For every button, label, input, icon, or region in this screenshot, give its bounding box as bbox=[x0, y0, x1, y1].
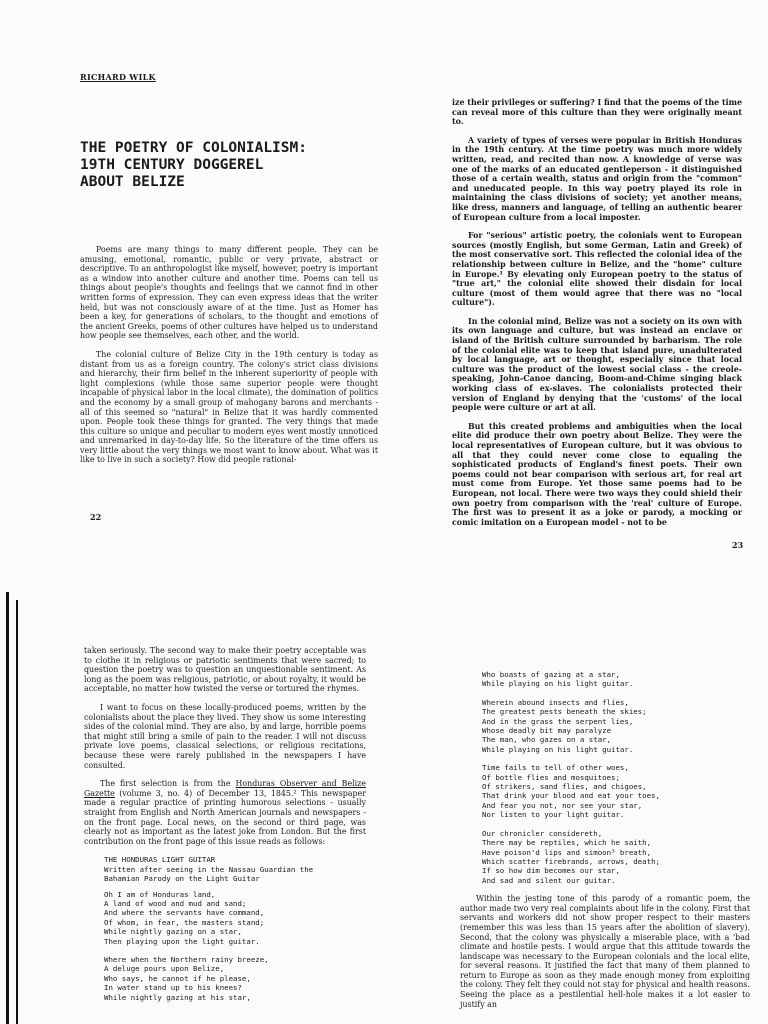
page-number: 22 bbox=[90, 512, 102, 522]
poem-stanza bbox=[482, 698, 750, 754]
author-name: RICHARD WILK bbox=[80, 72, 156, 82]
poem-line: While playing on his light guitar. bbox=[482, 744, 634, 754]
article-title bbox=[80, 140, 380, 191]
paragraph: ize their privileges or suffering? I find that the poems of the time can reveal more of this culture than they were originally meant to. bbox=[452, 98, 742, 127]
poem-line: Where when the Northern rainy breeze, bbox=[104, 954, 269, 964]
poem-line: Nor listen to your light guitar. bbox=[482, 810, 625, 820]
paragraph: Within the jesting tone of this parody of a romantic poem, the author made two very real complaints about life in the colony. First that servants and workers did not show proper respect to their masters (remember this was less than 15 years after the abolition of slavery). Second, that the colony was physically a miserable place, with a 'bad climate and hostile pests. I would argue that this attitude towards the landscape was necessary to the European colonials and the local elite, for several reasons. It justified the fact that many of them planned to return to Europe as soon as they made enough money from exploiting the colony. They felt they could not stay for physical and health reasons. Seeing the place as a pestilential hell-hole makes it a lot easier to justify an bbox=[460, 894, 750, 1009]
selection-rest: (volume 3, no. 4) of December 13, 1845.² This newspaper made a regular practice of printing humorous selections - usually straight from English and North American journals and newspapers - on the front page. Local news, on the second or third page, was clearly not as important as the latest joke from London. But the first contribution on the front page of this issue reads as follows: bbox=[84, 788, 366, 846]
poem-line: And fear you not, nor see your star, bbox=[482, 800, 643, 810]
poem-line: In water stand up to his knees? bbox=[104, 983, 242, 993]
title-line-1: THE POETRY OF COLONIALISM: bbox=[80, 140, 307, 156]
paragraph: I want to focus on these locally-produced poems, written by the colonialists about the place they lived. They show us some interesting sides of the colonial mind. They are also, by and large, horrible poems that might still bring a smile of pain to the reader. I will not discuss private love poems, classical selections, or religious recitations, because these were rarely published in the newspapers I have consulted. bbox=[84, 702, 366, 770]
bottom-right-body bbox=[460, 670, 750, 1018]
poem-line: The man, who gazes on a star, bbox=[482, 735, 612, 745]
binding-edge bbox=[6, 592, 9, 1024]
paragraph: For "serious" artistic poetry, the colonials went to European sources (mostly English, but some German, Latin and Greek) of the most conservative sort. This reflected the colonial idea of the relationship between culture in Belize, and the "home" culture in Europe.¹ By elevating only European poetry to the status of "true art," the colonial elite showed their disdain for local culture (most of them would agree that there was no "local culture"). bbox=[452, 231, 742, 308]
poem-line: While playing on his light guitar. bbox=[482, 679, 634, 689]
poem-heading-line: THE HONDURAS LIGHT GUITAR bbox=[104, 855, 216, 865]
poem-line: Who boasts of gazing at a star, bbox=[482, 670, 620, 679]
poem-line: Oh I am of Honduras land, bbox=[104, 889, 216, 899]
poem-stanza bbox=[104, 955, 366, 1002]
poem-line: Which scatter firebrands, arrows, death; bbox=[482, 856, 660, 866]
poem-line: Who says, he cannot if he please, bbox=[104, 973, 251, 983]
poem-stanza bbox=[482, 829, 750, 885]
poem-line: And sad and silent our guitar. bbox=[482, 875, 616, 885]
poem-continued bbox=[460, 670, 750, 885]
poem-line: If so how dim becomes our star, bbox=[482, 866, 620, 876]
poem-stanza bbox=[482, 763, 750, 819]
newspaper-name: Honduras Observer and Belize Gazette bbox=[84, 779, 366, 798]
page-number: 23 bbox=[732, 540, 744, 550]
title-line-2: 19TH CENTURY DOGGEREL bbox=[80, 157, 264, 173]
poem-heading bbox=[104, 855, 366, 883]
poem-line: A deluge pours upon Belize, bbox=[104, 964, 225, 974]
paragraph bbox=[84, 779, 366, 846]
poem-stanza bbox=[482, 670, 750, 689]
binding-edge bbox=[16, 600, 18, 1024]
poem-line: The greatest pests beneath the skies; bbox=[482, 707, 647, 717]
paragraph: taken seriously. The second way to make their poetry acceptable was to clothe it in religious or patriotic sentiments that were sacred; to question the poetry was to question an unquestionable sentiment. As long as the poem was religious, patriotic, or about royalty, it would be acceptable, no matter how twisted the verse or tortured the rhymes. bbox=[84, 646, 366, 694]
poem-line: And where the servants have command, bbox=[104, 908, 265, 918]
poem-line: Wherein abound insects and flies, bbox=[482, 697, 629, 707]
paragraph: But this created problems and ambiguities when the local elite did produce their own poetry about Belize. They were the local representatives of European culture, but it was obvious to all that they could never come close to equaling the sophisticated products of England's finest poets. Their own poems could not bear comparison with serious art, for real art must come from Europe. Yet those same poems had to be European, not local. There were two ways they could shield their own poetry from comparison with the 'real' culture of Europe. The first was to present it as a joke or parody, a mocking or comic imitation on a European model - not to be bbox=[452, 421, 742, 527]
poem-line: A land of wood and mud and sand; bbox=[104, 898, 247, 908]
poem-line: There may be reptiles, which he saith, bbox=[482, 838, 652, 848]
poem-line: While nightly gazing on a star, bbox=[104, 927, 242, 937]
poem-line: Time fails to tell of other woes, bbox=[482, 763, 629, 773]
poem-heading-line: Written after seeing in the Nassau Guardian the bbox=[104, 864, 314, 874]
selection-intro: The first selection is from the bbox=[100, 779, 231, 789]
poem-line: And in the grass the serpent lies, bbox=[482, 716, 634, 726]
poem-line: Have poison'd lips and simoon³ breath, bbox=[482, 847, 652, 857]
poem-heading-line: Bahamian Parody on the Light Guitar bbox=[104, 874, 260, 884]
paragraph: The colonial culture of Belize City in the 19th century is today as distant from us as a foreign country. The colony's strict class divisions and hierarchy, their firm belief in the inherent superiority of people with light complexions (while those same superior people were thought incapable of physical labor in the local climate), the domination of politics and the economy by a small group of mahogany barons and merchants - all of this seemed so "natural" in Belize that it was hardly commented upon. People took these things for granted. The very things that made this culture so unique and peculiar to modern eyes went mostly unnoticed and unremarked in day-to-day life. So the literature of the time offers us very little about the very things we most want to know about. What was it like to live in such a society? How did people rational- bbox=[80, 349, 378, 465]
bottom-left-body bbox=[84, 646, 366, 1011]
poem-line: Of bottle flies and mosquitoes; bbox=[482, 772, 620, 782]
left-page-body bbox=[80, 245, 378, 474]
right-page-body bbox=[452, 98, 742, 536]
poem-line: While nightly gazing at his star, bbox=[104, 992, 251, 1002]
poem-line: Of strikers, sand flies, and chigoes, bbox=[482, 782, 647, 792]
poem-line: Whose deadly bit may paralyze bbox=[482, 726, 612, 736]
paragraph: In the colonial mind, Belize was not a society on its own with its own language and culture, but was instead an enclave or island of the British culture surrounded by barbarism. The role of the colonial elite was to keep that island pure, unadulterated by local language, art or thought, especially since that local culture was the product of the lowest social class - the creole-speaking, John-Canoe dancing, Boom-and-Chime singing black working class of ex-slaves. The colonialists protected their version of England by denying that the 'customs' of the local people were culture or art at all. bbox=[452, 316, 742, 413]
paragraph: Poems are many things to many different people. They can be amusing, emotional, romantic, public or very private, abstract or descriptive. To an anthropologist like myself, however, poetry is important as a window into another culture and another time. Poems can tell us things about people's thoughts and feelings that we cannot find in other written forms of expression. They can even express ideas that the writer held, but was not consciously aware of at the time. Just as Homer has been a key, for generations of scholars, to the thought and emotions of the ancient Greeks, poems of other cultures have helped us to understand how people see themselves, each other, and the world. bbox=[80, 245, 378, 341]
poem-line: Then playing upon the light guitar. bbox=[104, 936, 260, 946]
poem-line: Of whom, in fear, the masters stand; bbox=[104, 917, 265, 927]
bottom-spread bbox=[0, 590, 768, 1024]
poem bbox=[84, 855, 366, 1002]
paragraph: A variety of types of verses were popular in British Honduras in the 19th century. At the time poetry was much more widely written, read, and recited than now. A knowledge of verse was one of the marks of an educated gentleperson - it distinguished those of a certain wealth, status and origin from the "common" and uneducated people. In this way poetry played its role in maintaining the class divisions of society; yet another means, like dress, manners and language, of telling an authentic bearer of European culture from a local imposter. bbox=[452, 135, 742, 222]
poem-line: Our chronicler considereth, bbox=[482, 828, 603, 838]
poem-stanza bbox=[104, 890, 366, 946]
title-line-3: ABOUT BELIZE bbox=[80, 174, 185, 190]
poem-line: That drink your blood and eat your toes, bbox=[482, 791, 660, 801]
